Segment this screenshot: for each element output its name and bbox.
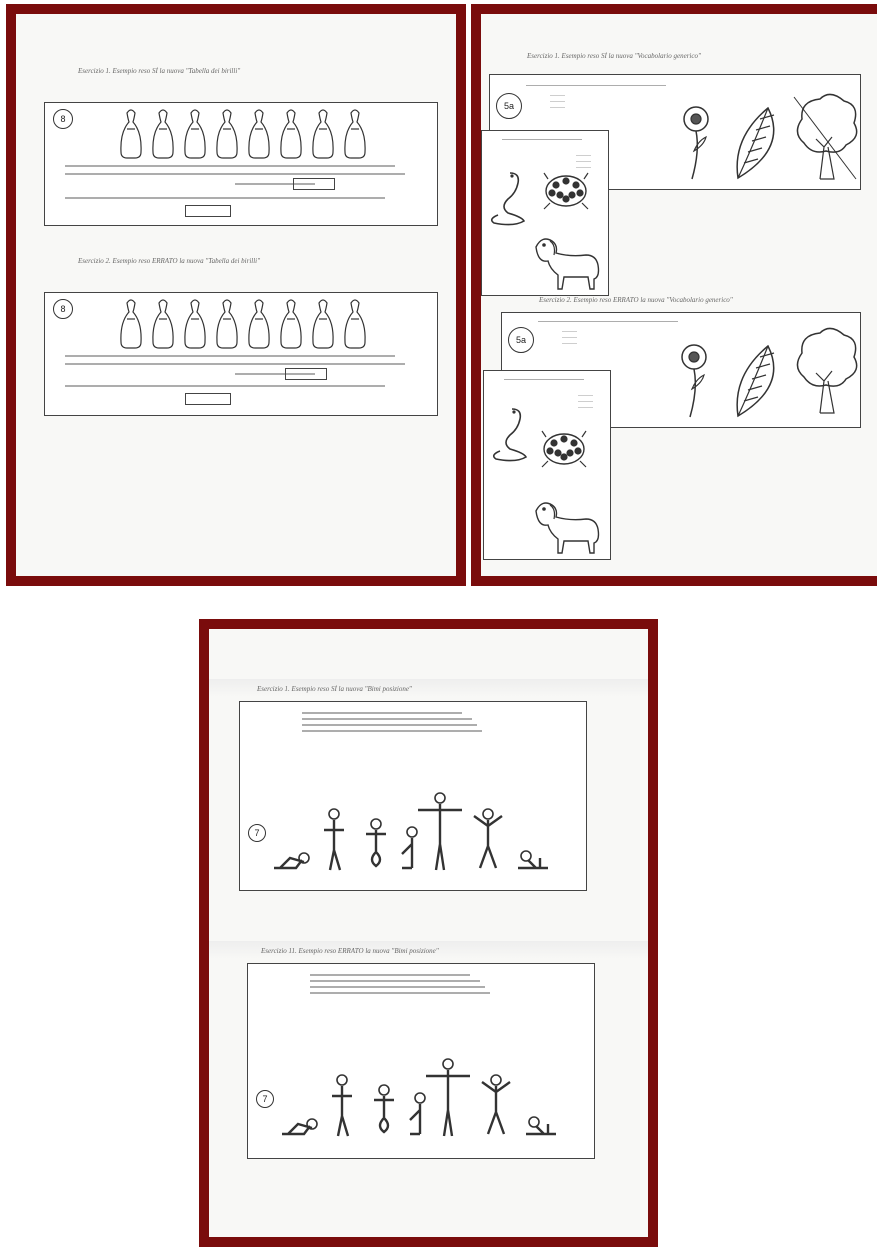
instruction-line — [310, 992, 490, 994]
tree-illustration — [790, 327, 860, 417]
exercise-card-5b — [481, 130, 609, 296]
word-list: ——— ——— ——— — [578, 393, 593, 411]
bowling-pin — [345, 110, 365, 158]
bowling-pin — [217, 300, 237, 348]
exercise-number: 8 — [53, 109, 73, 129]
word-list: ——— ——— ——— — [550, 93, 565, 111]
person-figure — [374, 1085, 394, 1132]
total-answer-box — [185, 205, 231, 217]
exercise-number: 8 — [53, 299, 73, 319]
instruction-line — [65, 165, 395, 167]
instruction-line — [502, 139, 582, 140]
bowling-pin — [281, 300, 301, 348]
instruction-line — [538, 321, 678, 322]
tree-illustration — [790, 93, 860, 183]
person-figure — [474, 809, 502, 868]
answer-box — [285, 368, 327, 380]
section-2-caption: Esercizio 11. Esempio reso ERRATO la nuova "Bimi posizione" — [261, 947, 439, 955]
exercise-number: 5a — [508, 327, 534, 353]
instruction-line — [504, 379, 584, 380]
ladybug-illustration — [538, 425, 588, 469]
person-figure — [410, 1093, 425, 1134]
instruction-line — [526, 85, 666, 86]
bowling-pin — [313, 110, 333, 158]
word-list: ——— ——— ——— — [576, 153, 591, 171]
person-figure — [402, 827, 417, 868]
flower-illustration — [672, 101, 722, 181]
exercise-number: 7 — [248, 824, 266, 842]
person-figure — [526, 1117, 556, 1134]
instruction-line — [65, 173, 405, 175]
bowling-pin — [281, 110, 301, 158]
scanned-page-vocabulary — [471, 4, 877, 586]
person-figure — [518, 851, 548, 868]
bowling-pin — [217, 110, 237, 158]
scanned-page-positions — [199, 619, 658, 1247]
exercise-number: 5a — [496, 93, 522, 119]
bowling-pin — [121, 110, 141, 158]
bowling-pin — [345, 300, 365, 348]
section-2-caption: Esercizio 2. Esempio reso ERRATO la nuova "Tabella dei birilli" — [78, 257, 261, 265]
person-figure — [282, 1119, 317, 1134]
bowling-pin — [185, 110, 205, 158]
body-positions-illustration — [266, 790, 566, 880]
word-list: ——— ——— ——— — [562, 329, 577, 347]
leaf-illustration — [728, 103, 788, 183]
exercise-card-5b — [483, 370, 611, 560]
section-1-caption: Esercizio 1. Esempio reso SÌ la nuova "Vocabolario generico" — [527, 52, 701, 60]
person-figure — [418, 793, 462, 870]
person-figure — [366, 819, 386, 866]
person-figure — [426, 1059, 470, 1136]
total-answer-box — [185, 393, 231, 405]
bowling-pin — [153, 300, 173, 348]
instruction-line — [310, 986, 485, 988]
body-positions-illustration — [274, 1056, 574, 1146]
instruction-line — [302, 724, 477, 726]
snake-illustration — [488, 169, 532, 229]
section-1-caption: Esercizio 1. Esempio reso SÌ la nuova "Bimi posizione" — [257, 685, 412, 693]
section-1-caption: Esercizio 1. Esempio reso SÌ la nuova "Tabella dei birilli" — [78, 67, 241, 75]
snake-illustration — [490, 405, 534, 465]
instruction-line — [65, 385, 385, 387]
bowling-pins-illustration — [117, 107, 377, 161]
person-figure — [274, 853, 309, 868]
person-figure — [324, 809, 344, 870]
bowling-pin — [153, 110, 173, 158]
instruction-line — [310, 980, 480, 982]
answer-box — [293, 178, 335, 190]
leaf-illustration — [728, 341, 788, 421]
exercise-box-2 — [44, 292, 438, 416]
instruction-line — [310, 974, 470, 976]
bowling-pin — [313, 300, 333, 348]
instruction-line — [302, 730, 482, 732]
bowling-pins-illustration — [117, 297, 377, 351]
instruction-line — [65, 197, 385, 199]
exercise-box-2 — [247, 963, 595, 1159]
scanned-page-bowling-pins — [6, 4, 466, 586]
instruction-line — [65, 363, 405, 365]
dog-illustration — [532, 499, 602, 555]
person-figure — [332, 1075, 352, 1136]
exercise-box-1 — [239, 701, 587, 891]
bowling-pin — [121, 300, 141, 348]
dog-illustration — [532, 235, 602, 291]
exercise-number: 7 — [256, 1090, 274, 1108]
instruction-line — [65, 355, 395, 357]
ladybug-illustration — [540, 167, 590, 211]
instruction-line — [302, 718, 472, 720]
bowling-pin — [185, 300, 205, 348]
bowling-pin — [249, 110, 269, 158]
instruction-line — [302, 712, 462, 714]
flower-illustration — [670, 339, 720, 419]
section-2-caption: Esercizio 2. Esempio reso ERRATO la nuova "Vocabolario generico" — [539, 296, 733, 304]
person-figure — [482, 1075, 510, 1134]
bowling-pin — [249, 300, 269, 348]
exercise-box-1 — [44, 102, 438, 226]
